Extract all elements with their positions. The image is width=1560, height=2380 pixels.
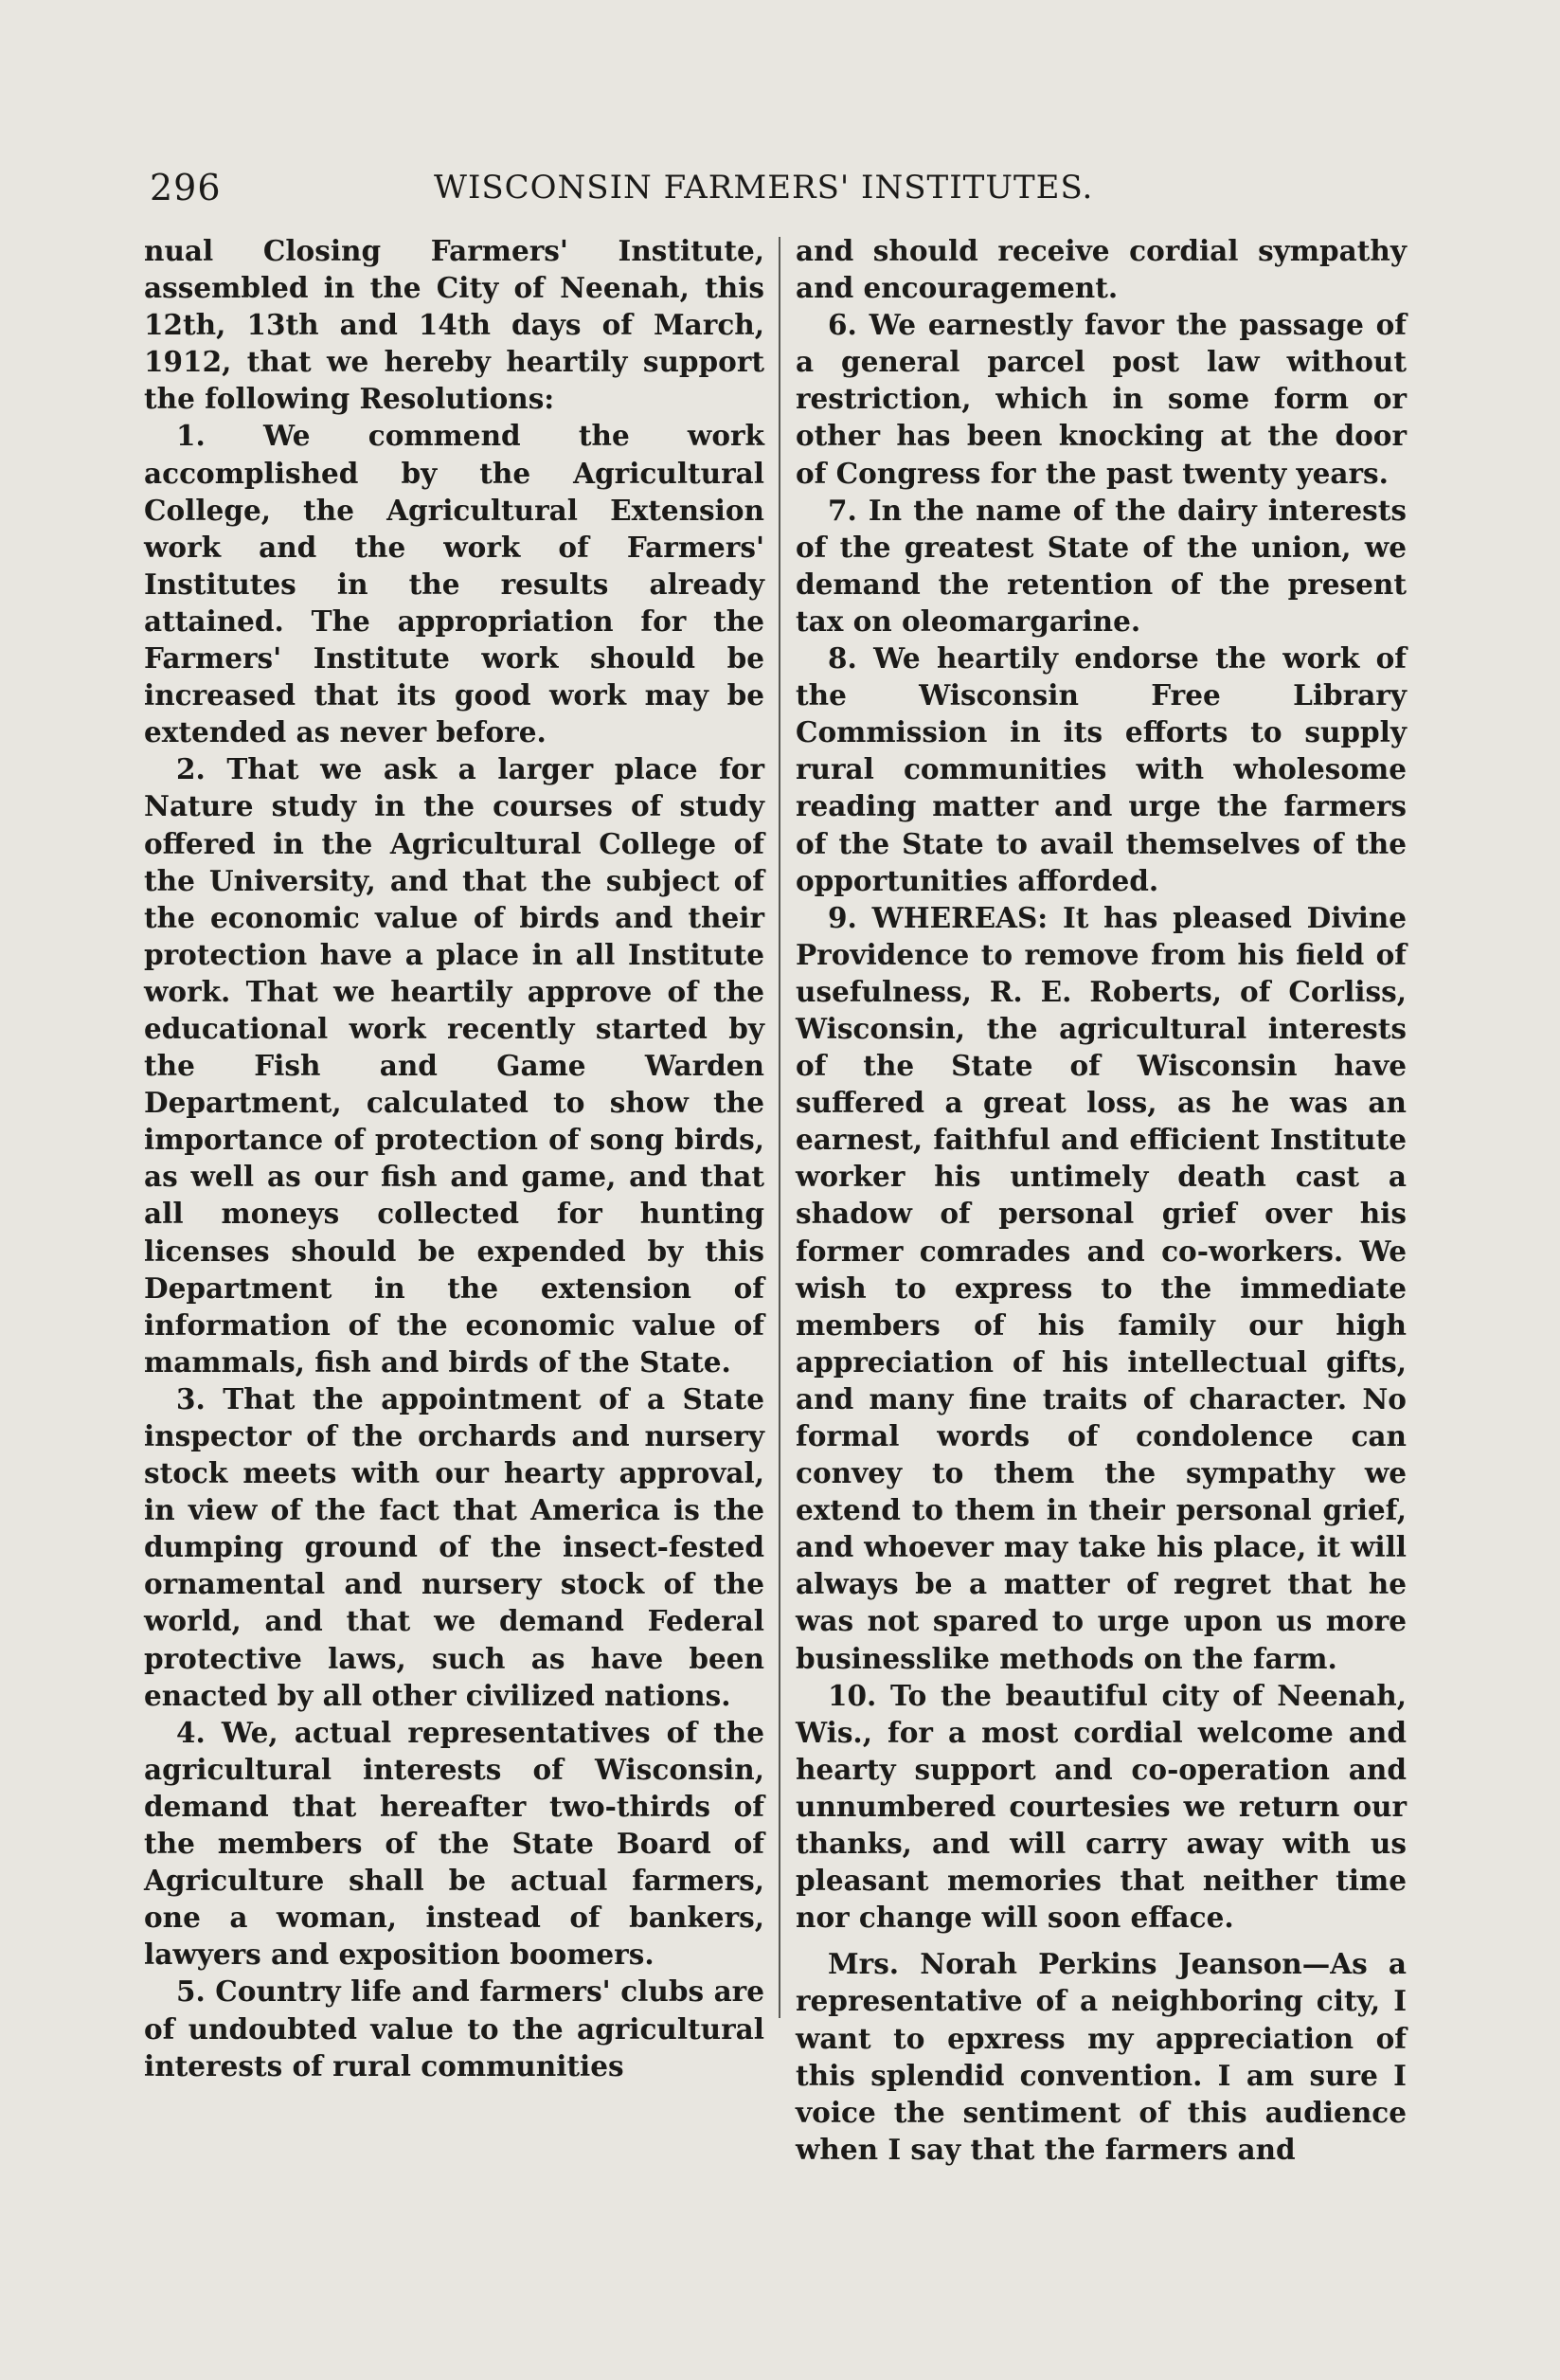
resolution-8: 8. We heartily endorse the work of the Wisconsin Free Library Commission in its efforts to supply rural communities with wholesome reading matter and urge the farmers of the State to avail themselves of the opportunities afforded. bbox=[796, 641, 1407, 897]
resolution-5: 5. Country life and farmers' clubs are of undoubted value to the agricultural interests of rural communities bbox=[144, 1974, 764, 2082]
resolution-2: 2. That we ask a larger place for Nature study in the courses of study offered in the Agricultural College of the University, and that the subject of the economic value of birds and their protection have a place in all Institute work. That we heartily approve of the educational work recently started by the Fish and Game Warden Department, calculated to show the importance of protection of song birds, as well as our fish and game, and that all moneys collected for hunting licenses should be expended by this Department in the extension of information of the economic value of mammals, fish and birds of the State. bbox=[144, 752, 764, 1379]
resolution-10: 10. To the beautiful city of Neenah, Wis., for a most cordial welcome and hearty support and co-operation and unnumbered courtesies we return our thanks, and will carry away with us pleasant memories that neither time nor change will soon efface. bbox=[796, 1678, 1407, 1935]
resolution-4: 4. We, actual representatives of the agricultural interests of Wisconsin, demand that hereafter two-thirds of the members of the State Board of Agriculture shall be actual farmers, one a woman, instead of bankers, lawyers and exposition boomers. bbox=[144, 1715, 764, 1972]
running-title: WISCONSIN FARMERS' INSTITUTES. bbox=[434, 169, 1094, 207]
page-number: 296 bbox=[150, 167, 222, 208]
resolution-1: 1. We commend the work accomplished by the Agricultural College, the Agricultural Extension work and the work of Farmers' Institutes in the results already attained. The appropriation for the Farmers' Institute work should be increased that its good work may be extended as never before. bbox=[144, 419, 764, 749]
speaker-remarks: Mrs. Norah Perkins Jeanson—As a representative of a neighboring city, I want to epxress my appreciation of this splendid convention. I am sure I voice the sentiment of this audience when I say that the farmers and bbox=[796, 1947, 1407, 2166]
resolution-3: 3. That the appointment of a State inspector of the orchards and nursery stock meets with our hearty approval, in view of the fact that America is the dumping ground of the insect-fested ornamental and nursery stock of the world, and that we demand Federal protective laws, such as have been enacted by all other civilized nations. bbox=[144, 1381, 764, 1712]
resolution-7: 7. In the name of the dairy interests of the greatest State of the union, we demand the retention of the present tax on oleomargarine. bbox=[796, 493, 1407, 638]
resolution-6: 6. We earnestly favor the passage of a general parcel post law without restriction, which in some form or other has been knocking at the door of Congress for the past twenty years. bbox=[796, 308, 1407, 490]
column-divider bbox=[779, 237, 780, 2018]
left-column bbox=[144, 232, 764, 2084]
paragraph-continuation: nual Closing Farmers' Institute, assembled in the City of Neenah, this 12th, 13th and 14th days of March, 1912, that we hereby heartily support the following Resolutions: bbox=[144, 234, 764, 416]
resolution-5-continuation: and should receive cordial sympathy and encouragement. bbox=[796, 234, 1407, 305]
resolution-9: 9. WHEREAS: It has pleased Divine Providence to remove from his field of usefulness, R. E. Roberts, of Corliss, Wisconsin, the agricultural interests of the State of Wisconsin have suffered a great loss, as he was an earnest, faithful and efficient Institute worker his untimely death cast a shadow of personal grief over his former comrades and co-workers. We wish to express to the immediate members of his family our high appreciation of his intellectual gifts, and many fine traits of character. No formal words of condolence can convey to them the sympathy we extend to them in their personal grief, and whoever may take his place, it will always be a matter of regret that he was not spared to urge upon us more businesslike methods on the farm. bbox=[796, 900, 1407, 1675]
right-column bbox=[796, 232, 1407, 2168]
page-header bbox=[150, 159, 1409, 216]
